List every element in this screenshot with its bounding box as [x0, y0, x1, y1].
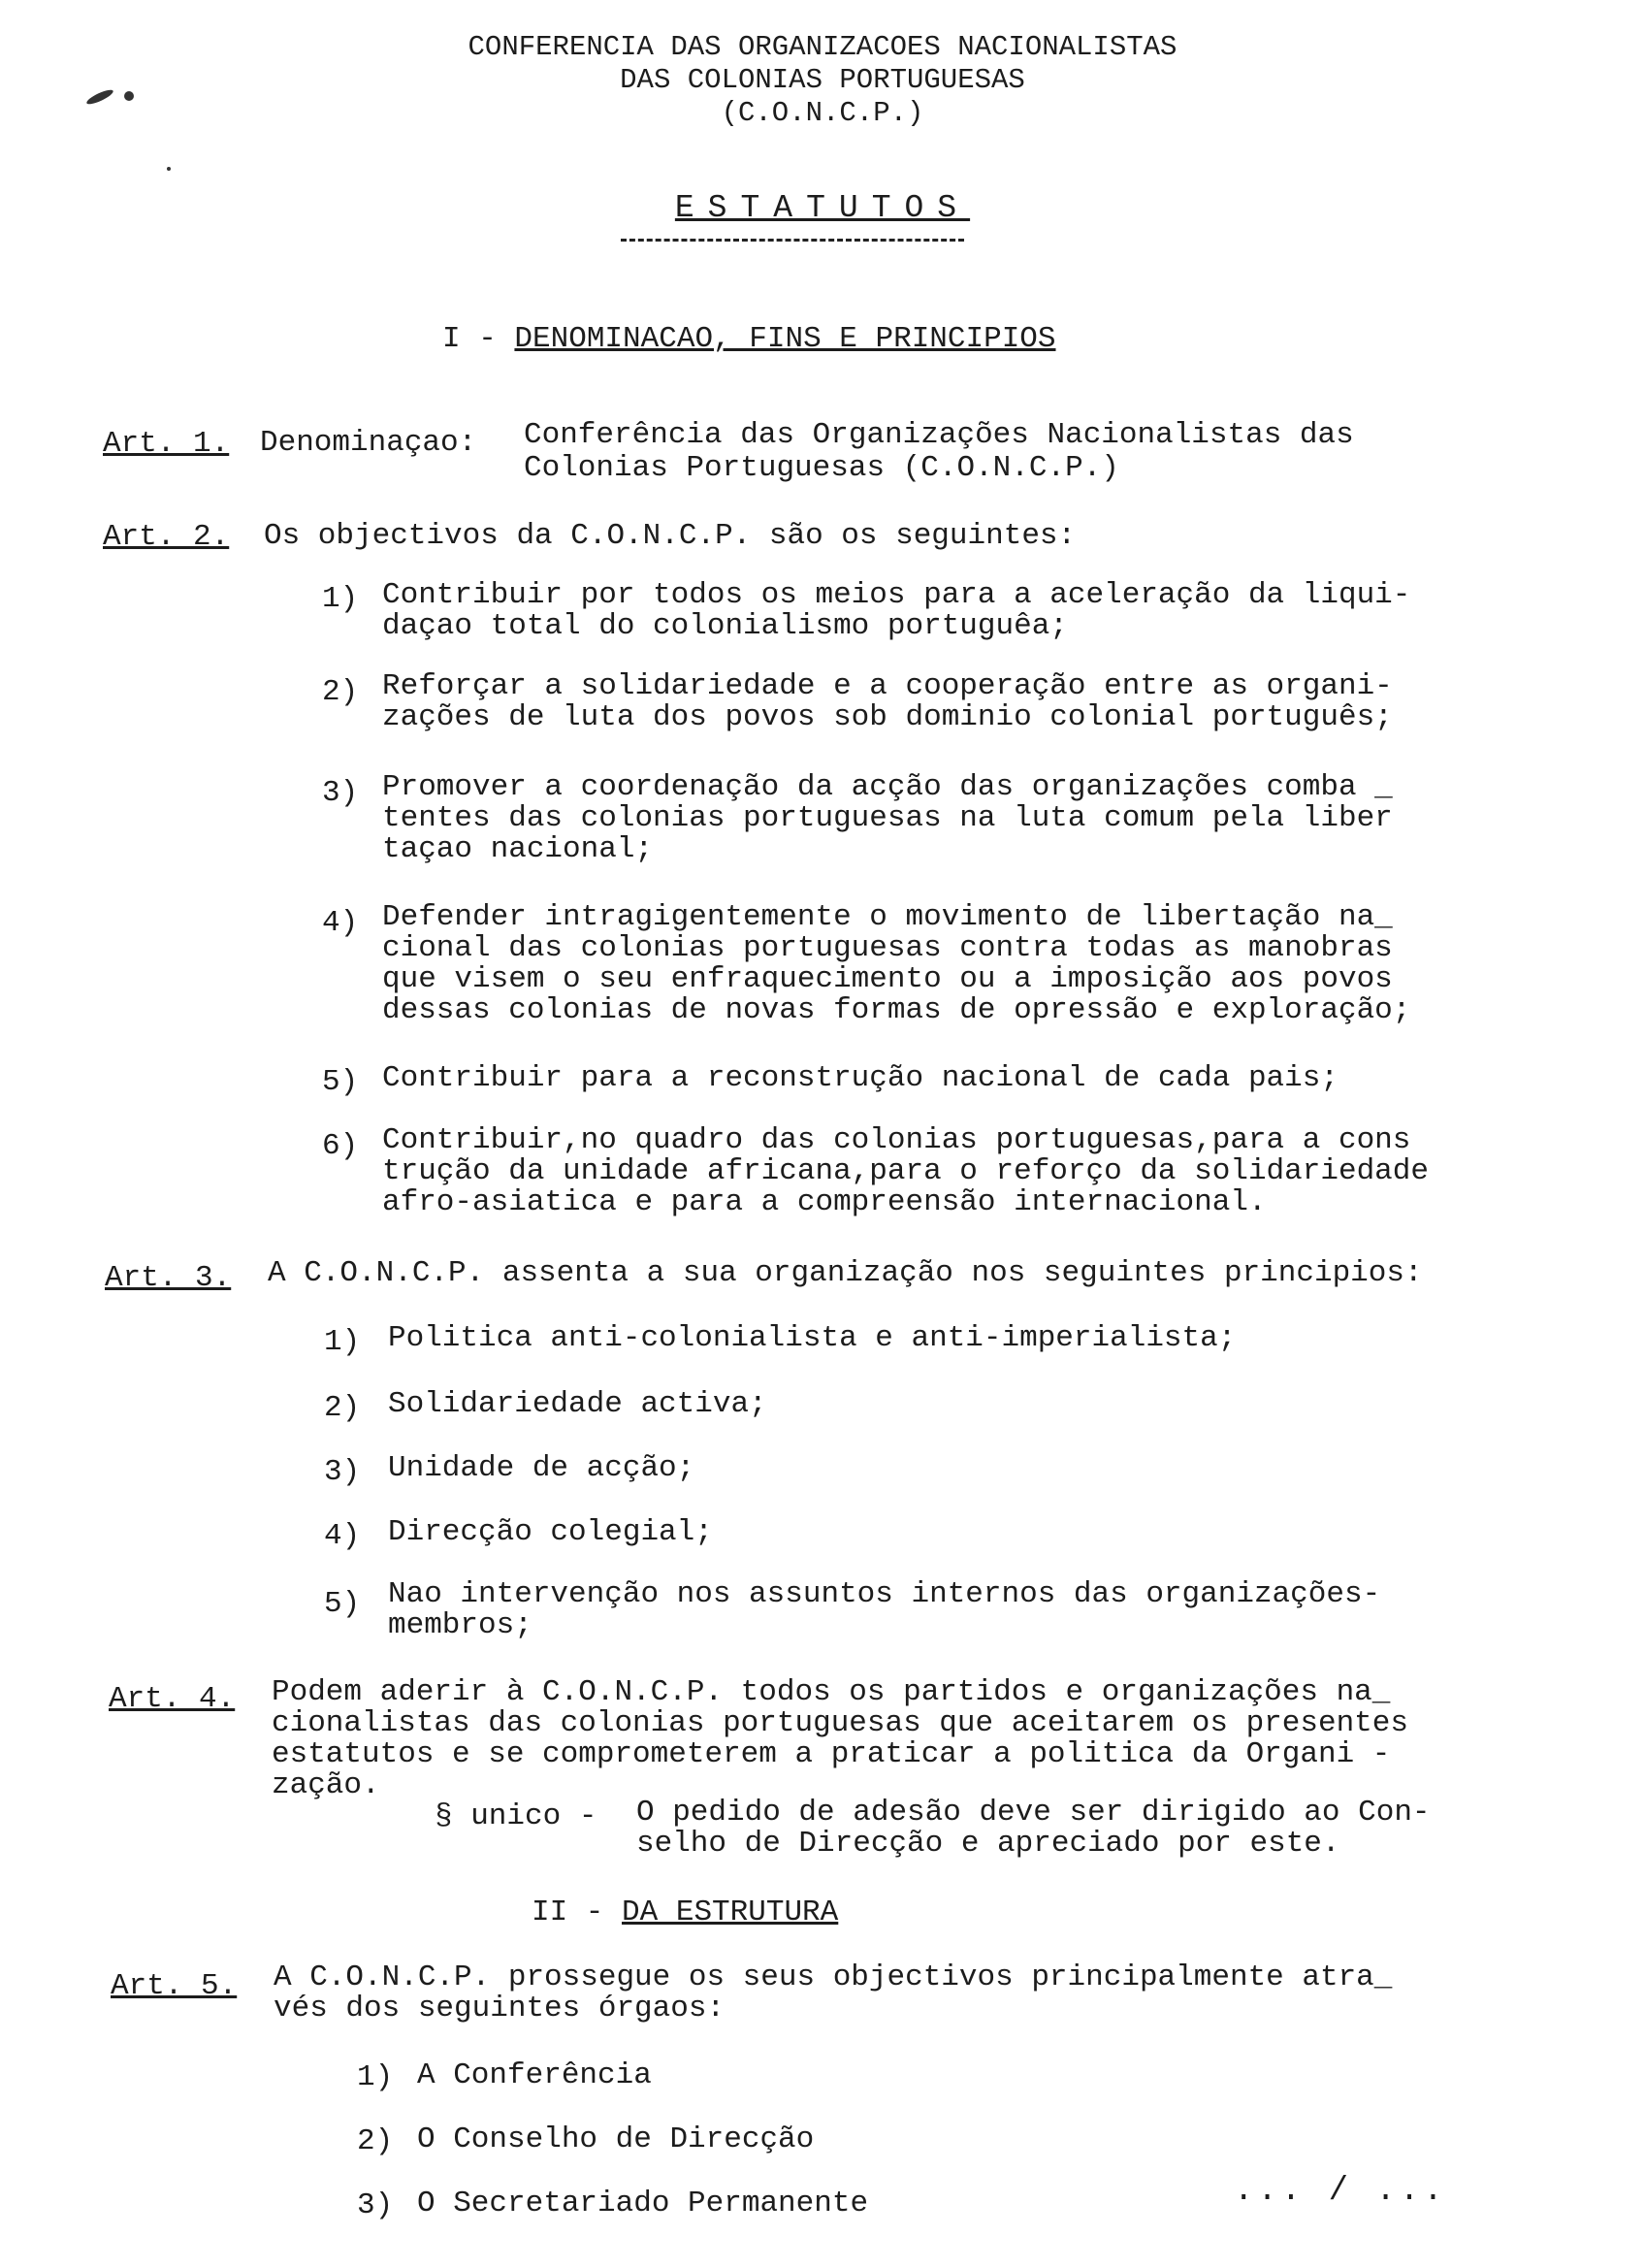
art-4-line: cionalistas das colonias portuguesas que aceitarem os presentes — [272, 1706, 1408, 1740]
art-3-item-1-line: Politica anti-colonialista e anti-imperialista; — [388, 1321, 1237, 1355]
art-3-item-5-line: membros; — [388, 1608, 532, 1642]
art-5-item-3-number: 3) — [357, 2188, 394, 2222]
art-2-item-1-number: 1) — [322, 582, 359, 616]
art-3-text: A C.O.N.C.P. assenta a sua organização nos seguintes principios: — [268, 1256, 1423, 1290]
art-2-item-2-number: 2) — [322, 675, 359, 709]
art-5-line: A C.O.N.C.P. prossegue os seus objectivos principalmente atra_ — [274, 1960, 1393, 1994]
document-title: ESTATUTOS — [674, 190, 971, 226]
ink-mark — [124, 91, 134, 101]
art-4-paragraph-line: O pedido de adesão deve ser dirigido ao Con- — [636, 1796, 1431, 1830]
art-2-item-4-line: cional das colonias portuguesas contra todas as manobras — [382, 931, 1393, 965]
header-line-3: (C.O.N.C.P.) — [721, 97, 924, 129]
art-3-item-2-line: Solidariedade activa; — [388, 1387, 767, 1421]
art-5-label: Art. 5. — [111, 1969, 238, 2003]
art-3-item-2-number: 2) — [324, 1391, 361, 1425]
section-1-title: DENOMINACAO, FINS E PRINCIPIOS — [514, 322, 1056, 356]
art-3-item-3-line: Unidade de acção; — [388, 1451, 695, 1485]
art-2-item-3-number: 3) — [322, 776, 359, 810]
section-1-number: I - — [442, 322, 497, 356]
art-3-item-3-number: 3) — [324, 1455, 361, 1489]
art-4-paragraph-lead: § unico - — [435, 1799, 597, 1833]
section-2-title: DA ESTRUTURA — [622, 1895, 839, 1929]
art-2-item-4-number: 4) — [322, 906, 359, 940]
art-2-item-4-line: dessas colonias de novas formas de opressão e exploração; — [382, 993, 1411, 1027]
art-2-item-2-line: zações de luta dos povos sob dominio colonial português; — [382, 700, 1393, 734]
ink-speck — [167, 167, 171, 171]
art-1-lead: Denominaçao: — [260, 426, 477, 460]
art-5-item-2-number: 2) — [357, 2124, 394, 2158]
art-2-item-3-line: Promover a coordenação da acção das organizações comba _ — [382, 770, 1393, 804]
art-1-line: Colonias Portuguesas (C.O.N.C.P.) — [524, 451, 1119, 485]
header-line-1: CONFERENCIA DAS ORGANIZACOES NACIONALISTAS — [468, 31, 1177, 63]
section-2-number: II - — [532, 1895, 604, 1929]
art-5-item-3-text: O Secretariado Permanente — [417, 2187, 869, 2220]
art-3-label: Art. 3. — [105, 1261, 232, 1295]
section-1-heading — [442, 322, 1056, 356]
art-2-item-5-number: 5) — [322, 1065, 359, 1099]
art-2-item-1-line: Contribuir por todos os meios para a aceleração da liqui- — [382, 578, 1411, 612]
art-5-line: vés dos seguintes órgaos: — [274, 1992, 726, 2025]
art-2-item-6-line: afro-asiatica e para a compreensão internacional. — [382, 1185, 1267, 1219]
art-5-item-1-text: A Conferência — [417, 2058, 652, 2092]
art-2-item-3-line: taçao nacional; — [382, 832, 654, 866]
art-3-item-1-number: 1) — [324, 1325, 361, 1359]
art-3-item-4-number: 4) — [324, 1519, 361, 1553]
art-2-item-1-line: daçao total do colonialismo portuguêa; — [382, 609, 1068, 643]
art-2-item-6-number: 6) — [322, 1129, 359, 1163]
art-4-label: Art. 4. — [109, 1682, 236, 1716]
header-line-2: DAS COLONIAS PORTUGUESAS — [620, 64, 1025, 96]
section-2-heading — [532, 1895, 838, 1929]
art-2-item-4-line: que visem o seu enfraquecimento ou a imposição aos povos — [382, 962, 1393, 996]
art-2-item-5-line: Contribuir para a reconstrução nacional de cada pais; — [382, 1061, 1339, 1095]
art-5-item-2-text: O Conselho de Direcção — [417, 2122, 815, 2156]
art-2-label: Art. 2. — [103, 520, 230, 554]
art-4-line: Podem aderir à C.O.N.C.P. todos os partidos e organizações na_ — [272, 1675, 1391, 1709]
art-4-line: estatutos e se comprometerem a praticar a politica da Organi - — [272, 1737, 1391, 1771]
continuation-mark: ... / ... — [1234, 2173, 1447, 2210]
art-1-label: Art. 1. — [103, 427, 230, 461]
art-4-paragraph-line: selho de Direcção e apreciado por este. — [636, 1827, 1340, 1861]
title-underline — [621, 239, 964, 242]
art-3-item-5-line: Nao intervenção nos assuntos internos das organizações- — [388, 1577, 1381, 1611]
art-3-item-5-number: 5) — [324, 1587, 361, 1621]
art-5-item-1-number: 1) — [357, 2060, 394, 2094]
art-2-item-2-line: Reforçar a solidariedade e a cooperação entre as organi- — [382, 669, 1393, 703]
art-4-line: zação. — [272, 1768, 380, 1802]
art-2-item-6-line: Contribuir,no quadro das colonias portuguesas,para a cons — [382, 1123, 1411, 1157]
art-2-item-4-line: Defender intragigentemente o movimento de libertação na_ — [382, 900, 1393, 934]
art-2-item-3-line: tentes das colonias portuguesas na luta comum pela liber — [382, 801, 1393, 835]
art-2-item-6-line: trução da unidade africana,para o reforço da solidariedade — [382, 1154, 1429, 1188]
art-3-item-4-line: Direcção colegial; — [388, 1515, 713, 1549]
art-1-line: Conferência das Organizações Nacionalistas das — [524, 418, 1354, 452]
art-2-text: Os objectivos da C.O.N.C.P. são os seguintes: — [264, 519, 1077, 553]
